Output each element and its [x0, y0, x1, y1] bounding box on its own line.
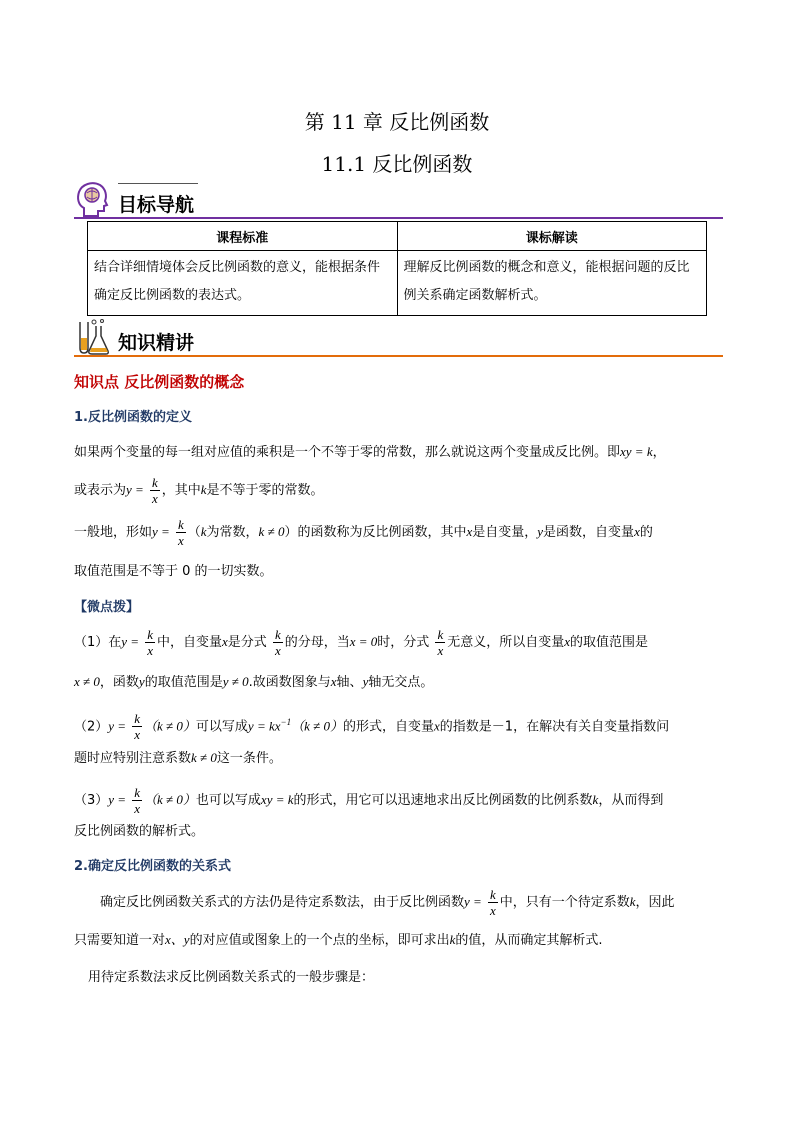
method-line-2: 只需要知道一对x、y的对应值或图象上的一个点的坐标，即可求出k的值，从而确定其解析式. [74, 932, 603, 948]
knowledge-rule [74, 355, 723, 357]
method-line-1: 确定反比例函数关系式的方法仍是待定系数法，由于反比例函数y = $\frac{k}{x}$ 中，只有一个待定系数k，因此 [100, 887, 675, 918]
knowledge-point-title: 知识点 反比例函数的概念 [74, 373, 245, 391]
goal-nav-heading: 目标导航 [118, 194, 195, 216]
goal-nav-rule [74, 217, 723, 219]
brain-head-icon [74, 180, 110, 218]
determine-subtitle: 2.确定反比例函数的关系式 [74, 859, 231, 874]
definition-line-1: 如果两个变量的每一组对应值的乘积是一个不等于零的常数，那么就说这两个变量成反比例。即xy = k， [74, 444, 666, 460]
table-cell-interpretation: 理解反比例函数的概念和意义，能根据问题的反比例关系确定函数解析式。 [397, 251, 707, 316]
section-title: 11.1 反比例函数 [321, 152, 473, 176]
knowledge-heading: 知识精讲 [118, 332, 195, 354]
tip-3-line-1: （3）y = $\frac{k}{x}$ （k ≠ 0）也可以写成xy = k的形式，用它可以迅速地求出反比例函数的比例系数k，从而得到 [74, 785, 664, 816]
tip-1-line-2: x ≠ 0，函数y的取值范围是y ≠ 0.故函数图象与x轴、y轴无交点。 [74, 674, 434, 690]
header-top-rule [118, 183, 198, 184]
fraction-k-over-x: $\frac{k}{x}$ [151, 475, 158, 506]
definition-line-2: 或表示为y = $\frac{k}{x}$ ，其中k是不等于零的常数。 [74, 475, 324, 506]
lab-flask-icon [74, 318, 110, 356]
method-steps-intro: 用待定系数法求反比例函数关系式的一般步骤是： [88, 970, 375, 985]
definition-line-4: 取值范围是不等于 0 的一切实数。 [74, 564, 273, 579]
curriculum-table [87, 221, 707, 316]
tip-3-line-2: 反比例函数的解析式。 [74, 824, 205, 839]
chapter-title: 第 11 章 反比例函数 [304, 110, 490, 134]
tip-2-line-2: 题时应特别注意系数k ≠ 0这一条件。 [74, 750, 282, 766]
table-header-standard: 课程标准 [88, 222, 398, 251]
tip-2-line-1: （2）y = $\frac{k}{x}$ （k ≠ 0）可以写成$y = kx^{-1}(k \ne 0)$的形式，自变量x的指数是－1，在解决有关自变量指数问 [74, 711, 670, 743]
definition-line-3: 一般地，形如y = $\frac{k}{x}$ （k为常数，k ≠ 0）的函数称为反比例函数，其中x是自变量，y是函数，自变量x的 [74, 517, 653, 548]
tip-title: 【微点拨】 [74, 600, 140, 615]
definition-subtitle: 1.反比例函数的定义 [74, 410, 192, 425]
tip-1-line-1: （1）在y = $\frac{k}{x}$ 中，自变量x是分式 $\frac{k}{x}$ 的分母，当x = 0时，分式 $\frac{k}{x}$ 无意义，所以自变量x的取值范围是 [74, 627, 649, 658]
table-cell-standard: 结合详细情境体会反比例函数的意义，能根据条件确定反比例函数的表达式。 [88, 251, 398, 316]
table-header-interpretation: 课标解读 [397, 222, 707, 251]
